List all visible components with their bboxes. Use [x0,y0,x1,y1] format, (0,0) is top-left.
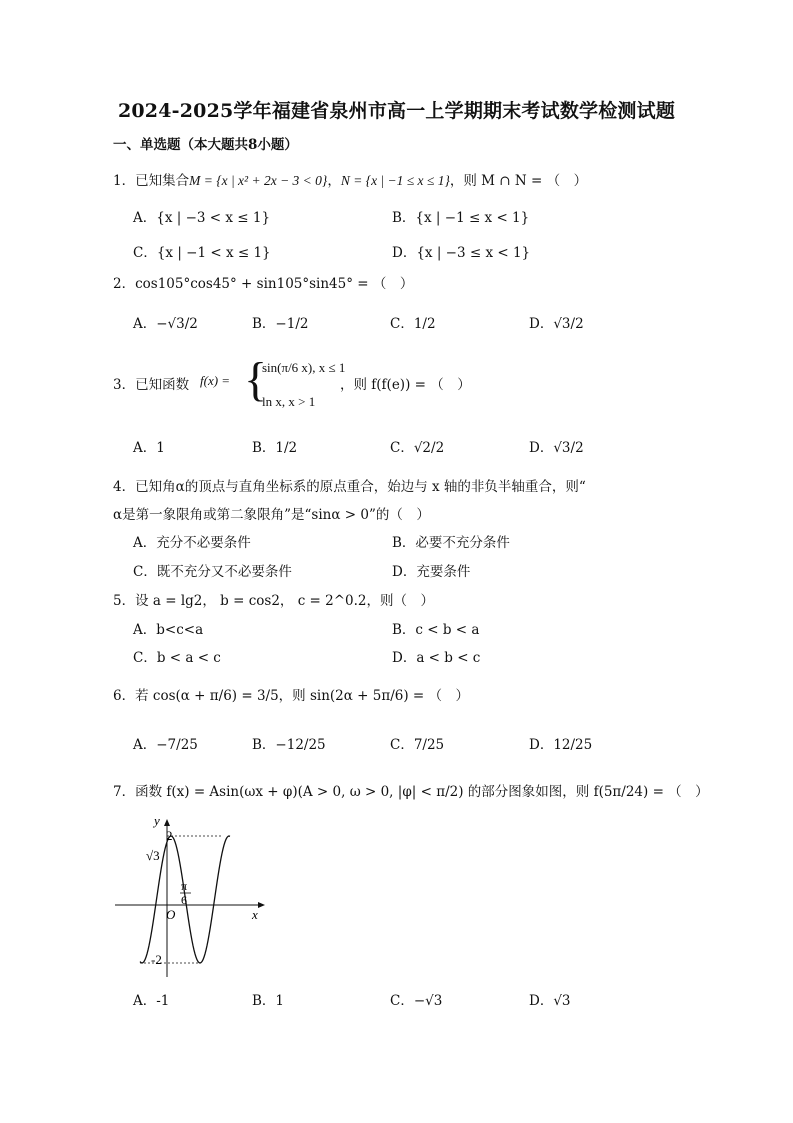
q4-option-c[interactable]: C．既不充分又不必要条件 [133,564,292,580]
q6-option-d[interactable]: D．12/25 [529,737,593,753]
section-heading: 一、单选题（本大题共8小题） [113,137,298,153]
q4-option-b[interactable]: B．必要不充分条件 [392,535,510,551]
q5-option-d[interactable]: D．a < b < c [392,650,481,666]
question-2: 2．cos105°cos45° + sin105°sin45° = （ ） [113,276,414,292]
q3-option-a[interactable]: A．1 [133,440,165,456]
q2-option-b[interactable]: B．−1/2 [252,316,309,332]
y-axis-arrow-icon [164,819,170,826]
q7-function-graph [110,812,270,982]
q1-option-d[interactable]: D．{x | −3 ≤ x < 1} [392,245,531,261]
question-4-line-2: α是第一象限角或第二象限角”是“sinα > 0”的（ ） [113,507,430,523]
q3-piece-2: ln x, x > 1 [262,394,316,409]
q3-option-b[interactable]: B．1/2 [252,440,298,456]
q1-option-c[interactable]: C．{x | −1 < x ≤ 1} [133,245,271,261]
q7-option-a[interactable]: A．-1 [133,993,170,1009]
q6-option-c[interactable]: C．7/25 [390,737,445,753]
q5-option-a[interactable]: A．b<c<a [133,622,204,638]
q4-option-d[interactable]: D．充要条件 [392,564,471,580]
q3-option-d[interactable]: D．√3/2 [529,440,584,456]
q1-option-b[interactable]: B．{x | −1 ≤ x < 1} [392,210,530,226]
q2-option-a[interactable]: A．−√3/2 [133,316,198,332]
x-axis-label: x [252,907,258,922]
q1-option-a[interactable]: A．{x | −3 < x ≤ 1} [133,210,271,226]
q2-option-d[interactable]: D．√3/2 [529,316,584,332]
x-axis-arrow-icon [258,902,265,908]
q3-option-c[interactable]: C．√2/2 [390,440,445,456]
question-3-ask: ，则 f(f(e)) = （ ） [340,377,471,393]
question-4-line-1: 4．已知角α的顶点与直角坐标系的原点重合，始边与 x 轴的非负半轴重合，则“ [113,479,586,495]
min-label: -2 [151,952,162,967]
page-title: 2024-2025学年福建省泉州市高一上学期期末考试数学检测试题 [117,100,676,122]
max-label: 2 [166,828,173,843]
question-3-stem: 3．已知函数 [113,377,190,393]
q2-option-c[interactable]: C．1/2 [390,316,436,332]
q1-set-m: M = {x | x² + 2x − 3 < 0} [189,173,328,188]
sqrt3-label: √3 [146,848,160,863]
q4-option-a[interactable]: A．充分不必要条件 [133,535,251,551]
pi-over-6-denominator: 6 [181,893,187,907]
pi-over-6-numerator: π [181,879,188,893]
q5-option-c[interactable]: C．b < a < c [133,650,221,666]
question-1: 1．已知集合M = {x | x² + 2x − 3 < 0}，N = {x | −1 ≤ x ≤ 1}，则 M ∩ N = （ ） [113,173,588,189]
q1-set-n: N = {x | −1 ≤ x ≤ 1} [340,173,450,188]
q7-option-d[interactable]: D．√3 [529,993,571,1009]
q7-option-b[interactable]: B．1 [252,993,285,1009]
q5-option-b[interactable]: B．c < b < a [392,622,480,638]
q3-piece-1: sin(π/6 x), x ≤ 1 [262,360,346,375]
q6-option-a[interactable]: A．−7/25 [133,737,198,753]
q7-option-c[interactable]: C．−√3 [390,993,443,1009]
question-5: 5．设 a = lg2， b = cos2， c = 2^0.2，则（ ） [113,593,435,609]
y-axis-label: y [154,813,160,828]
origin-label: O [166,907,176,922]
q6-option-b[interactable]: B．−12/25 [252,737,326,753]
question-7: 7．函数 f(x) = Asin(ωx + φ)(A > 0, ω > 0, |φ| < π/2) 的部分图象如图，则 f(5π/24) = （ ） [113,784,709,800]
question-6: 6．若 cos(α + π/6) = 3/5，则 sin(2α + 5π/6) = （ ） [113,688,470,704]
